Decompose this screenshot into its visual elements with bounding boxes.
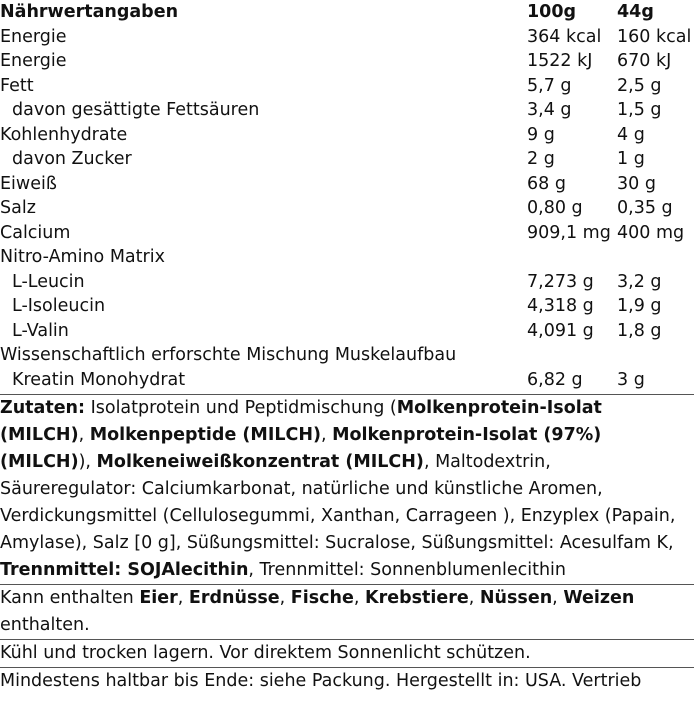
value-per-100g: 9 g <box>527 124 555 145</box>
nutrient-label: Fett <box>0 75 34 96</box>
value-per-100g: 1522 kJ <box>527 51 593 71</box>
allergens-segment: Nüssen <box>479 588 553 608</box>
value-per-portion: 4 g <box>617 124 645 145</box>
allergens-segment: Eier <box>139 588 178 608</box>
value-per-100g: 5,7 g <box>527 75 572 96</box>
nutrient-label: Nitro-Amino Matrix <box>0 247 165 267</box>
nutrition-row <box>0 294 694 319</box>
value-per-portion: 2,5 g <box>617 75 662 96</box>
nutrient-label: Energie <box>0 51 67 71</box>
nutrition-row <box>0 270 694 295</box>
allergens-segment: Kann enthalten <box>0 588 140 608</box>
nutrient-label: Calcium <box>0 222 71 243</box>
value-per-portion: 1,8 g <box>617 320 662 341</box>
value-per-portion: 1,5 g <box>617 100 662 120</box>
ingredients-segment: Trennmittel: SOJAlecithin <box>0 560 249 580</box>
nutrition-row <box>0 221 694 246</box>
allergens-segment: , <box>468 588 480 608</box>
nutrition-title: Nährwertangaben <box>0 2 179 22</box>
value-per-100g <box>527 343 617 368</box>
ingredients-section <box>0 394 694 584</box>
value-per-100g: 7,273 g <box>527 271 594 292</box>
value-per-portion: 1 g <box>617 149 645 169</box>
allergens-segment: , <box>279 588 291 608</box>
value-per-100g: 68 g <box>527 173 566 194</box>
allergens-section <box>0 584 694 639</box>
value-per-portion: 3 g <box>617 369 645 390</box>
ingredients-segment: Molkeneiweißkonzentrat (MILCH) <box>96 452 424 472</box>
nutrition-row <box>0 74 694 99</box>
nutrition-rows <box>0 25 694 393</box>
nutrient-label: Kreatin Monohydrat <box>12 369 186 390</box>
value-per-portion: 160 kcal <box>617 26 692 47</box>
allergens-segment: Erdnüsse <box>188 588 280 608</box>
value-per-100g: 909,1 mg <box>527 222 611 243</box>
nutrition-row <box>0 368 694 393</box>
allergens-segment: Fische <box>290 588 354 608</box>
ingredients-segment: , <box>320 425 333 445</box>
nutrient-label: Wissenschaftlich erforschte Mischung Muskelaufbau <box>0 345 457 365</box>
value-per-portion: 3,2 g <box>617 271 662 292</box>
allergens-segment: Weizen <box>563 588 635 608</box>
nutrition-row <box>0 172 694 197</box>
column-header-portion: 44g <box>617 2 654 22</box>
value-per-100g: 4,091 g <box>527 320 594 341</box>
value-per-portion <box>617 343 694 368</box>
value-per-100g: 6,82 g <box>527 369 583 390</box>
nutrition-row <box>0 343 694 368</box>
nutrition-row <box>0 147 694 172</box>
ingredients-segment: , Maltodextrin, Säureregulator: Calciumkarbonat, natürliche und künstliche Aromen, Verdickungsmittel (Cellulosegummi, Xanthan, Carrageen ), Enzyplex (Papain, Amylase), Salz [0 g], Süßungsmittel: Sucralose, Süßungsmittel: Acesulfam K, <box>0 452 676 553</box>
column-header-100g: 100g <box>527 2 577 22</box>
nutrition-row <box>0 196 694 221</box>
ingredients-segment: ), <box>78 452 97 472</box>
nutrient-label: L-Isoleucin <box>12 296 106 316</box>
nutrient-label: Salz <box>0 198 36 218</box>
nutrition-row <box>0 123 694 148</box>
nutrient-label: Energie <box>0 26 67 47</box>
nutrition-row <box>0 25 694 50</box>
value-per-100g: 4,318 g <box>527 296 594 316</box>
ingredients-segment: Isolatprotein und Peptidmischung ( <box>85 398 397 418</box>
best-before-section <box>0 667 694 695</box>
nutrition-row <box>0 98 694 123</box>
allergens-segment: , <box>353 588 366 608</box>
value-per-portion: 400 mg <box>617 222 685 243</box>
value-per-portion: 30 g <box>617 173 656 194</box>
value-per-100g: 0,80 g <box>527 198 583 218</box>
storage-text: Kühl und trocken lagern. Vor direktem Sonnenlicht schützen. <box>0 643 531 663</box>
value-per-100g <box>527 245 617 270</box>
value-per-100g: 364 kcal <box>527 26 602 47</box>
value-per-portion: 0,35 g <box>617 198 673 218</box>
allergens-segment: , <box>177 588 189 608</box>
ingredients-segment: Zutaten: <box>0 398 86 418</box>
nutrient-label: Eiweiß <box>0 173 57 194</box>
ingredients-segment: Molkenpeptide (MILCH) <box>89 425 321 445</box>
nutrient-label: L-Leucin <box>12 271 85 292</box>
storage-section <box>0 639 694 667</box>
value-per-100g: 3,4 g <box>527 100 572 120</box>
nutrient-label: L-Valin <box>12 320 69 341</box>
nutrition-row <box>0 49 694 74</box>
value-per-portion: 1,9 g <box>617 296 662 316</box>
nutrition-row <box>0 319 694 344</box>
ingredients-text <box>0 398 675 580</box>
value-per-100g: 2 g <box>527 149 555 169</box>
allergens-text <box>0 588 634 635</box>
value-per-portion <box>617 245 694 270</box>
value-per-portion: 670 kJ <box>617 51 672 71</box>
nutrient-label: davon Zucker <box>12 149 132 169</box>
ingredients-segment: , <box>78 425 90 445</box>
ingredients-segment: Molkenprotein-Isolat (MILCH) <box>0 398 602 445</box>
ingredients-segment: , Trennmittel: Sonnenblumenlecithin <box>248 560 566 580</box>
allergens-segment: , <box>552 588 564 608</box>
nutrient-label: Kohlenhydrate <box>0 124 128 145</box>
nutrition-header-row <box>0 0 694 25</box>
ingredients-segment: Molkenprotein-Isolat (97%) (MILCH) <box>0 425 602 472</box>
best-before-text: Mindestens haltbar bis Ende: siehe Packung. Hergestellt in: USA. Vertrieb <box>0 671 642 691</box>
allergens-segment: Krebstiere <box>365 588 469 608</box>
allergens-segment: enthalten. <box>0 615 90 635</box>
nutrition-row <box>0 245 694 270</box>
nutrient-label: davon gesättigte Fettsäuren <box>12 100 260 120</box>
